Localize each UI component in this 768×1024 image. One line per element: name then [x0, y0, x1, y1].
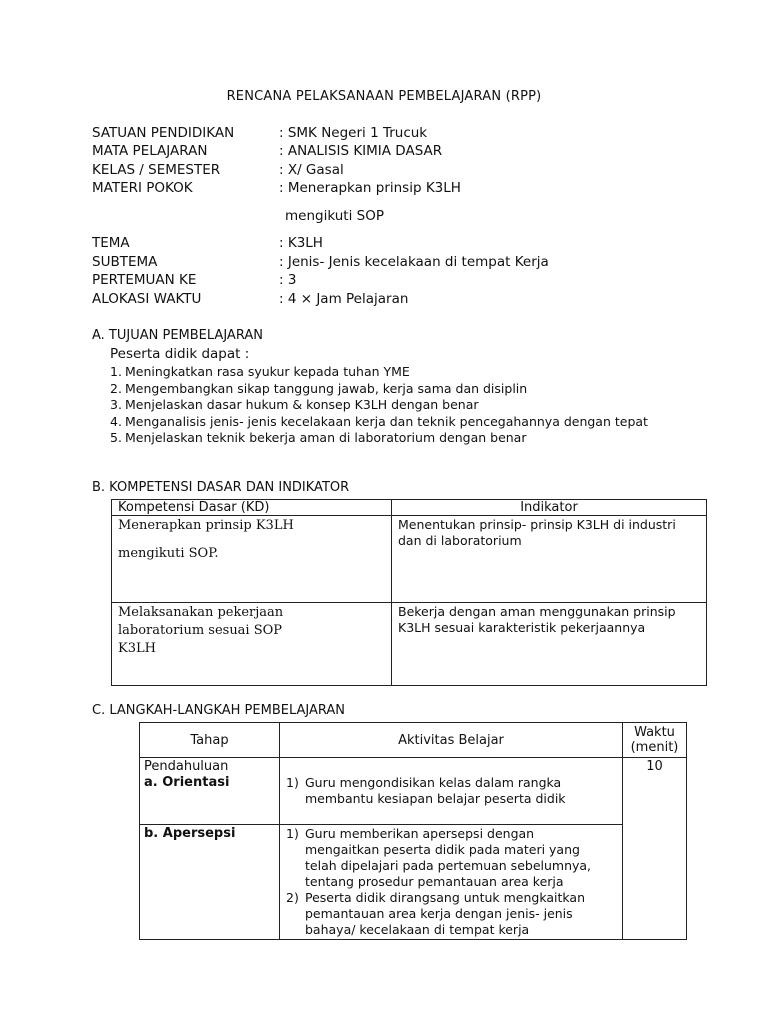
- step-line: tentang prosedur pemantauan area kerja: [305, 874, 564, 889]
- indikator-text: Bekerja dengan aman menggunakan prinsip: [398, 604, 676, 619]
- kd-text: mengikuti SOP.: [118, 546, 219, 561]
- step-number: 1): [286, 775, 299, 790]
- step-line: Guru mengondisikan kelas dalam rangka: [305, 775, 562, 790]
- column-header-waktu-line: Waktu: [634, 725, 675, 740]
- column-header-indikator: Indikator: [392, 500, 707, 516]
- info-materi-continuation: mengikuti SOP: [285, 208, 384, 224]
- step-text: [305, 826, 591, 890]
- info-value: : X/ Gasal: [279, 162, 344, 178]
- info-label: SUBTEMA: [92, 254, 158, 270]
- step-line: Peserta didik dirangsang untuk mengkaitkan: [305, 890, 586, 905]
- table-row: [140, 758, 687, 825]
- tahap-text: Pendahuluan: [144, 759, 229, 774]
- indikator-text: dan di laboratorium: [398, 533, 522, 548]
- list-item-number: 3.: [110, 397, 122, 413]
- list-item-text: Menganalisis jenis- jenis kecelakaan kerja dan teknik pencegahannya dengan tepat: [125, 413, 648, 429]
- waktu-cell: 10: [623, 758, 687, 940]
- step-number: 2): [286, 890, 299, 905]
- table-row: [112, 603, 707, 686]
- kd-text: laboratorium sesuai SOP: [118, 623, 283, 638]
- activity-step: [286, 775, 616, 807]
- aktivitas-cell: [280, 758, 623, 825]
- list-item: [110, 414, 648, 431]
- section-b-heading: B. KOMPETENSI DASAR DAN INDIKATOR: [92, 480, 350, 495]
- column-header-waktu: [623, 723, 687, 758]
- step-line: pemantauan area kerja dengan jenis- jenis: [305, 906, 573, 921]
- info-label: MATERI POKOK: [92, 180, 193, 196]
- step-line: bahaya/ kecelakaan di tempat kerja: [305, 922, 530, 937]
- list-item: [110, 381, 648, 398]
- table-header-row: [140, 723, 687, 758]
- list-item: [110, 397, 648, 414]
- indikator-text: Menentukan prinsip- prinsip K3LH di industri: [398, 517, 676, 532]
- step-text: [305, 775, 566, 807]
- indikator-cell: [392, 516, 707, 603]
- info-label: MATA PELAJARAN: [92, 143, 208, 159]
- objectives-list: [110, 364, 648, 447]
- activity-step: [286, 890, 616, 938]
- list-item-text: Mengembangkan sikap tanggung jawab, kerja sama dan disiplin: [125, 380, 528, 396]
- list-item-number: 2.: [110, 380, 122, 396]
- list-item-number: 5.: [110, 430, 122, 446]
- list-item: [110, 364, 648, 381]
- info-label: SATUAN PENDIDIKAN: [92, 125, 235, 141]
- info-value: : K3LH: [279, 235, 323, 251]
- section-a-heading: A. TUJUAN PEMBELAJARAN: [92, 328, 263, 343]
- step-number: 1): [286, 826, 299, 841]
- info-label: PERTEMUAN KE: [92, 272, 197, 288]
- learning-steps-table: [139, 722, 687, 940]
- table-row: [140, 825, 687, 940]
- aktivitas-cell: [280, 825, 623, 940]
- indikator-text: K3LH sesuai karakteristik pekerjaannya: [398, 620, 646, 635]
- section-a-intro: Peserta didik dapat :: [110, 346, 250, 362]
- cell-spacer: [286, 759, 616, 775]
- kd-text: Menerapkan prinsip K3LH: [118, 518, 294, 533]
- step-line: Guru memberikan apersepsi dengan: [305, 826, 535, 841]
- list-item-text: Menjelaskan dasar hukum & konsep K3LH dengan benar: [125, 397, 479, 413]
- list-item-text: Meningkatkan rasa syukur kepada tuhan YME: [125, 364, 410, 379]
- info-label: TEMA: [92, 235, 130, 251]
- kd-text: K3LH: [118, 641, 156, 656]
- column-header-waktu-line: (menit): [630, 740, 679, 755]
- column-header-tahap: Tahap: [140, 723, 280, 758]
- step-line: telah dipelajari pada pertemuan sebelumnya,: [305, 858, 592, 873]
- info-value: : Menerapkan prinsip K3LH: [279, 180, 461, 196]
- tahap-cell: b. Apersepsi: [140, 825, 280, 940]
- list-item-number: 1.: [110, 364, 122, 379]
- list-item: [110, 430, 648, 447]
- activity-step: [286, 826, 616, 890]
- info-value: : SMK Negeri 1 Trucuk: [279, 125, 428, 141]
- kd-indicator-table: [111, 499, 707, 686]
- tahap-cell: [140, 758, 280, 825]
- info-value: : 3: [279, 272, 297, 288]
- info-label: ALOKASI WAKTU: [92, 291, 202, 307]
- table-header-row: [112, 500, 707, 516]
- info-value: : 4 × Jam Pelajaran: [279, 291, 409, 307]
- document-title: RENCANA PELAKSANAAN PEMBELAJARAN (RPP): [226, 89, 542, 104]
- kd-cell: [112, 516, 392, 603]
- list-item-text: Menjelaskan teknik bekerja aman di laboratorium dengan benar: [125, 430, 527, 446]
- info-value: : Jenis- Jenis kecelakaan di tempat Kerja: [279, 254, 549, 270]
- kd-text: Melaksanakan pekerjaan: [118, 605, 284, 620]
- column-header-kd: Kompetensi Dasar (KD): [112, 500, 392, 516]
- info-value: : ANALISIS KIMIA DASAR: [279, 143, 443, 159]
- step-line: mengaitkan peserta didik pada materi yang: [305, 842, 580, 857]
- table-row: [112, 516, 707, 603]
- info-label: KELAS / SEMESTER: [92, 162, 221, 178]
- step-text: [305, 890, 585, 938]
- list-item-number: 4.: [110, 413, 122, 429]
- kd-spacer: [118, 535, 385, 545]
- column-header-aktivitas: Aktivitas Belajar: [280, 723, 623, 758]
- tahap-text: a. Orientasi: [144, 775, 230, 790]
- indikator-cell: [392, 603, 707, 686]
- section-c-heading: C. LANGKAH-LANGKAH PEMBELAJARAN: [92, 703, 346, 718]
- step-line: membantu kesiapan belajar peserta didik: [305, 791, 566, 806]
- kd-cell: [112, 603, 392, 686]
